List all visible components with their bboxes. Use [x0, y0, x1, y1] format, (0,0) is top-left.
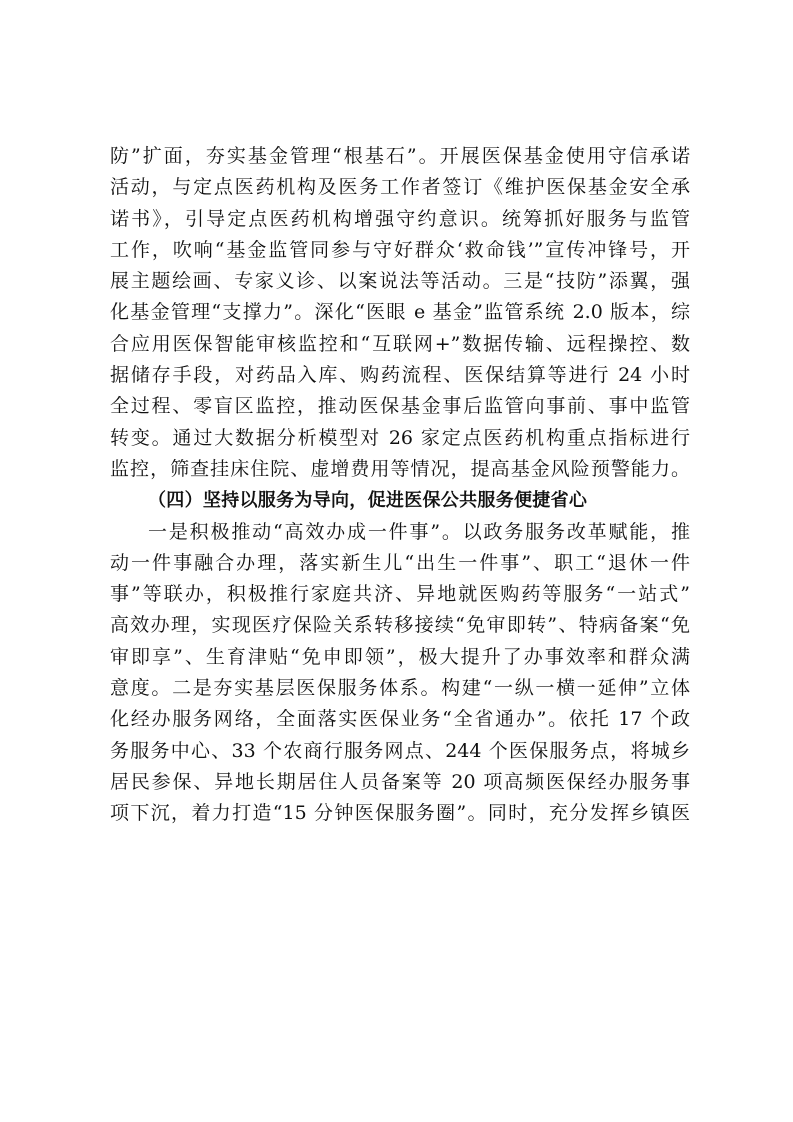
- paragraph-line: 据储存手段，对药品入库、购药流程、医保结算等进行 24 小时: [110, 364, 690, 387]
- paragraph-line: 诺书》，引导定点医药机构增强守约意识。统筹抓好服务与监管: [110, 207, 690, 230]
- paragraph-line: 化基金管理“支撑力”。深化“医眼 e 基金”监管系统 2.0 版本，综: [110, 301, 690, 324]
- paragraph-line: 务服务中心、33 个农商行服务网点、244 个医保服务点，将城乡: [110, 739, 690, 762]
- paragraph-line: 事”等联办，积极推行家庭共济、异地就医购药等服务“一站式”: [110, 583, 690, 606]
- paragraph-line: 全过程、零盲区监控，推动医保基金事后监管向事前、事中监管: [110, 395, 690, 418]
- paragraph-line: 居民参保、异地长期居住人员备案等 20 项高频医保经办服务事: [110, 770, 690, 793]
- paragraph-line: 审即享”、生育津贴“免申即领”，极大提升了办事效率和群众满: [110, 645, 690, 668]
- paragraph-line: 意度。二是夯实基层医保服务体系。构建“一纵一横一延伸”立体: [110, 677, 690, 700]
- paragraph-line: 展主题绘画、专家义诊、以案说法等活动。三是“技防”添翼，强: [110, 270, 690, 293]
- paragraph-line: 防”扩面，夯实基金管理“根基石”。开展医保基金使用守信承诺: [110, 145, 690, 167]
- paragraph-line: 动一件事融合办理，落实新生儿“出生一件事”、职工“退休一件: [110, 551, 690, 574]
- paragraph-line: 高效办理，实现医疗保险关系转移接续“免审即转”、特病备案“免: [110, 614, 690, 637]
- paragraph-line: 工作，吹响“基金监管同参与守好群众‘救命钱’”宣传冲锋号，开: [110, 238, 690, 261]
- paragraph-fund-supervision: [110, 141, 690, 830]
- paragraph-line: 化经办服务网络，全面落实医保业务“全省通办”。依托 17 个政: [110, 708, 690, 731]
- paragraph-line: 监控，筛查挂床住院、虚增费用等情况，提高基金风险预警能力。: [110, 457, 690, 480]
- paragraph-line: 项下沉，着力打造“15 分钟医保服务圈”。同时，充分发挥乡镇医: [110, 802, 690, 825]
- paragraph-line: 转变。通过大数据分析模型对 26 家定点医药机构重点指标进行: [110, 426, 690, 449]
- paragraph-line: 合应用医保智能审核监控和“互联网+”数据传输、远程操控、数: [110, 332, 690, 355]
- paragraph-line: 一是积极推动“高效办成一件事”。以政务服务改革赋能，推: [148, 520, 690, 543]
- section-heading: （四）坚持以服务为导向，促进医保公共服务便捷省心: [148, 490, 588, 512]
- paragraph-line: 活动，与定点医药机构及医务工作者签订《维护医保基金安全承: [110, 176, 690, 199]
